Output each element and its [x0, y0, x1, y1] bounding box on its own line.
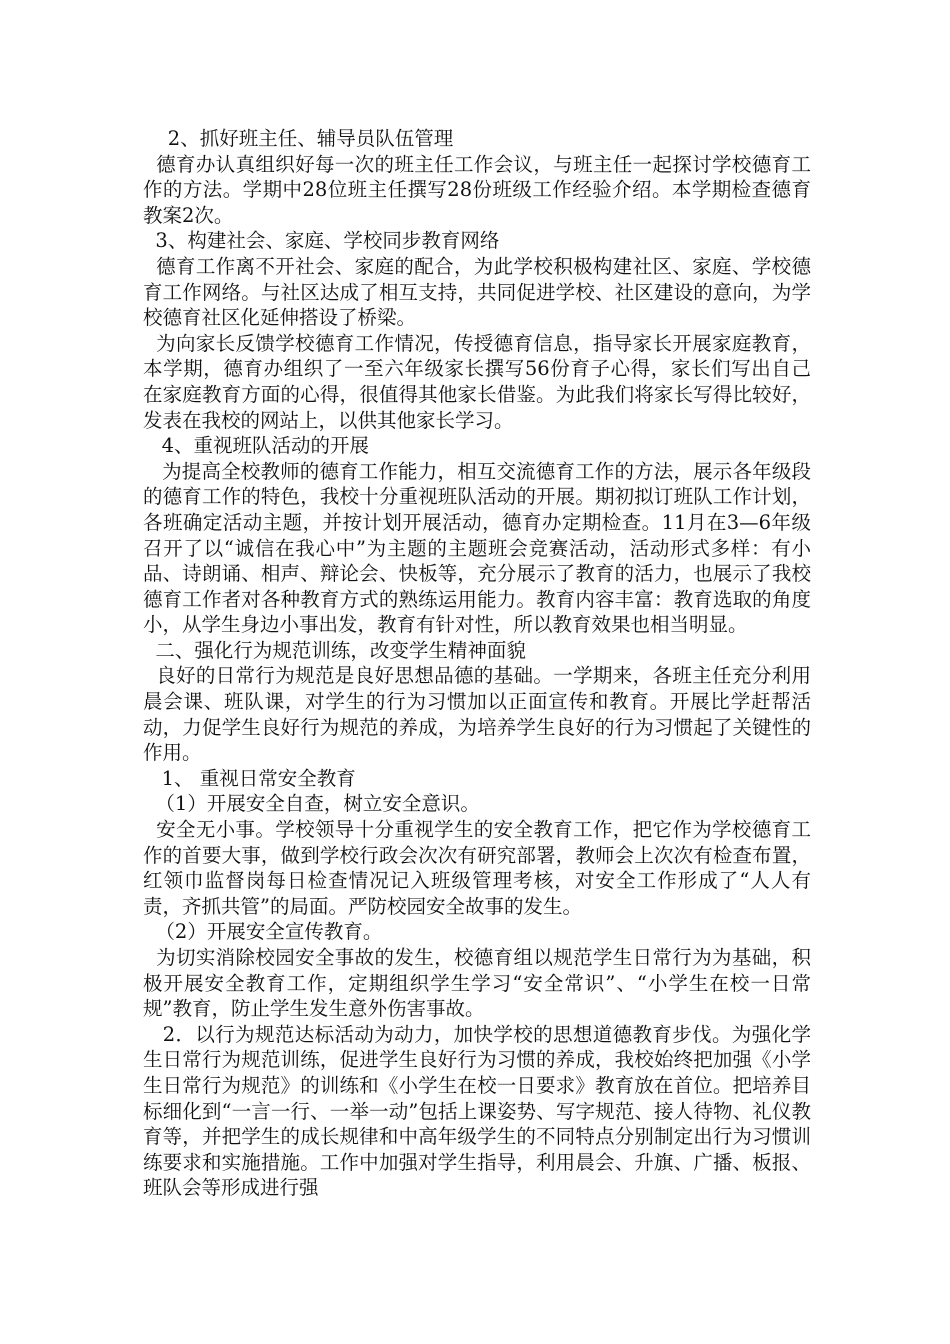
document-body	[143, 126, 811, 1201]
paragraph-safety-importance: 安全无小事。学校领导十分重视学生的安全教育工作，把它作为学校德育工作的首要大事，做到学校行政会次次有研究部署，教师会上次次有检查布置，红领巾监督岗每日检查情况记入班级管理考核，对安全工作形成了“人人有责，齐抓共管”的局面。严防校园安全故事的发生。	[143, 818, 811, 918]
heading-class-teacher-management: 2、抓好班主任、辅导员队伍管理	[143, 127, 454, 150]
subheading-safety-self-check: （1）开展安全自查，树立安全意识。	[143, 792, 480, 816]
heading-class-activities: 4、重视班队活动的开展	[143, 434, 370, 458]
paragraph-community-cooperation: 德育工作离不开社会、家庭的配合，为此学校积极构建社区、家庭、学校德育工作网络。与社区达成了相互支持，共同促进学校、社区建设的意向，为学校德育社区化延伸搭设了桥梁。	[143, 254, 811, 330]
paragraph-behavior-standards: 2．以行为规范达标活动为动力，加快学校的思想道德教育步伐。为强化学生日常行为规范训练，促进学生良好行为习惯的养成，我校始终把加强《小学生日常行为规范》的训练和《小学生在校一日要求》教育放在首位。把培养目标细化到“一言一行、一举一动”包括上课姿势、写字规范、接人待物、礼仪教育等，并把学生的成长规律和中高年级学生的不同特点分别制定出行为习惯训练要求和实施措施。工作中加强对学生指导，利用晨会、升旗、广播、板报、班队会等形成进行强	[143, 1022, 811, 1200]
paragraph-parent-feedback: 为向家长反馈学校德育工作情况，传授德育信息，指导家长开展家庭教育，本学期，德育办组织了一至六年级家长撰写56份育子心得，家长们写出自己在家庭教育方面的心得，很值得其他家长借鉴。为此我们将家长写得比较好，发表在我校的网站上，以供其他家长学习。	[143, 331, 811, 432]
paragraph-safety-publicity: 为切实消除校园安全事故的发生，校德育组以规范学生日常行为为基础，积极开展安全教育工作，定期组织学生学习“安全常识”、“小学生在校一日常规”教育，防止学生发生意外伤害事故。	[143, 946, 811, 1021]
heading-behavior-training: 二、强化行为规范训练，改变学生精神面貌	[143, 638, 526, 662]
subheading-safety-publicity: （2）开展安全宣传教育。	[143, 920, 383, 944]
heading-education-network: 3、构建社会、家庭、学校同步教育网络	[143, 229, 500, 253]
paragraph-class-activities: 为提高全校教师的德育工作能力，相互交流德育工作的方法，展示各年级段的德育工作的特色，我校十分重视班队活动的开展。期初拟订班队工作计划，各班确定活动主题，并按计划开展活动，德育办定期检查。11月在3—6年级召开了以“诚信在我心中”为主题的主题班会竞赛活动，活动形式多样：有小品、诗朗诵、相声、辩论会、快板等，充分展示了教育的活力，也展示了我校德育工作者对各种教育方式的熟练运用能力。教育内容丰富：教育选取的角度小，从学生身边小事出发，教育有针对性，所以教育效果也相当明显。	[143, 459, 811, 637]
paragraph-class-teacher-meetings: 德育办认真组织好每一次的班主任工作会议，与班主任一起探讨学校德育工作的方法。学期中28位班主任撰写28份班级工作经验介绍。本学期检查德育教案2次。	[143, 152, 811, 227]
paragraph-behavior-norms: 良好的日常行为规范是良好思想品德的基础。一学期来，各班主任充分利用晨会课、班队课，对学生的行为习惯加以正面宣传和教育。开展比学赶帮活动，力促学生良好行为规范的养成，为培养学生良好的行为习惯起了关键性的作用。	[143, 664, 811, 765]
heading-safety-education: 1、 重视日常安全教育	[143, 766, 356, 790]
